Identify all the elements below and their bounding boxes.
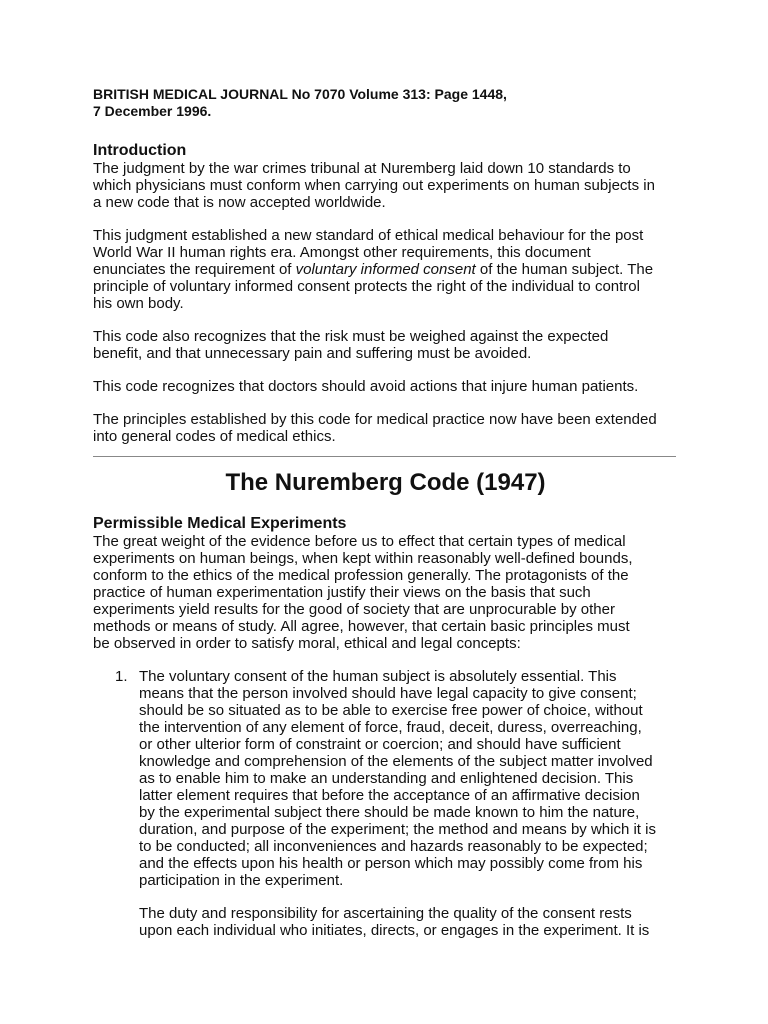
intro-paragraph-1: The judgment by the war crimes tribunal at Nuremberg laid down 10 standards to which physicians must conform when carrying out experiments on human subjects in a new code that is now accepted worldwide. bbox=[93, 160, 655, 211]
journal-citation bbox=[93, 86, 678, 120]
journal-citation-line2: 7 December 1996. bbox=[93, 103, 212, 119]
principles-list bbox=[93, 668, 678, 939]
intro-paragraph-3: This code also recognizes that the risk must be weighed against the expected benefit, and that unnecessary pain and suffering must be avoided. bbox=[93, 328, 609, 362]
code-preamble: The great weight of the evidence before us to effect that certain types of medical experiments on human beings, when kept within reasonably well-defined bounds, conform to the ethics of the medical profession generally. The protagonists of the practice of human experimentation justify their views on the basis that such experiments yield results for the good of society that are unprocurable by other methods or means of study. All agree, however, that certain basic principles must be observed in order to satisfy moral, ethical and legal concepts: bbox=[93, 533, 633, 652]
intro-paragraph-5: The principles established by this code for medical practice now have been extended into general codes of medical ethics. bbox=[93, 411, 657, 445]
journal-citation-line1: BRITISH MEDICAL JOURNAL No 7070 Volume 313: Page 1448, bbox=[93, 86, 507, 102]
intro-paragraph-4: This code recognizes that doctors should avoid actions that injure human patients. bbox=[93, 378, 639, 395]
principle-1-paragraph-2: The duty and responsibility for ascertaining the quality of the consent rests upon each individual who initiates, directs, or engages in the experiment. It is bbox=[139, 905, 650, 939]
list-item-number: 1. bbox=[115, 668, 128, 685]
introduction-heading: Introduction bbox=[93, 142, 187, 159]
voluntary-informed-consent-emphasis: voluntary informed consent bbox=[295, 261, 476, 278]
intro-paragraph-2-after: of the human subject. The principle of voluntary informed consent protects the right of the individual to control his own body. bbox=[93, 261, 654, 312]
document-page bbox=[93, 86, 678, 939]
permissible-experiments-heading: Permissible Medical Experiments bbox=[93, 515, 347, 532]
principle-1-paragraph-1: The voluntary consent of the human subject is absolutely essential. This means that the person involved should have legal capacity to give consent; should be so situated as to be able to exercise free power of choice, without the intervention of any element of force, fraud, deceit, duress, overreaching, or other ulterior form of constraint or coercion; and should have sufficient knowledge and comprehension of the elements of the subject matter involved as to enable him to make an understanding and enlightened decision. This latter element requires that before the acceptance of an affirmative decision by the experimental subject there should be made known to him the nature, duration, and purpose of the experiment; the method and means by which it is to be conducted; all inconveniences and hazards reasonably to be expected; and the effects upon his health or person which may possibly come from his participation in the experiment. bbox=[139, 668, 656, 889]
intro-paragraph-2-before: This judgment established a new standard of ethical medical behaviour for the post World War II human rights era. Amongst other requirements, this document enunciates the requirement of bbox=[93, 227, 644, 278]
code-title: The Nuremberg Code (1947) bbox=[225, 469, 546, 496]
intro-paragraph-2 bbox=[93, 227, 678, 312]
section-divider bbox=[93, 456, 676, 457]
list-item bbox=[93, 668, 678, 939]
